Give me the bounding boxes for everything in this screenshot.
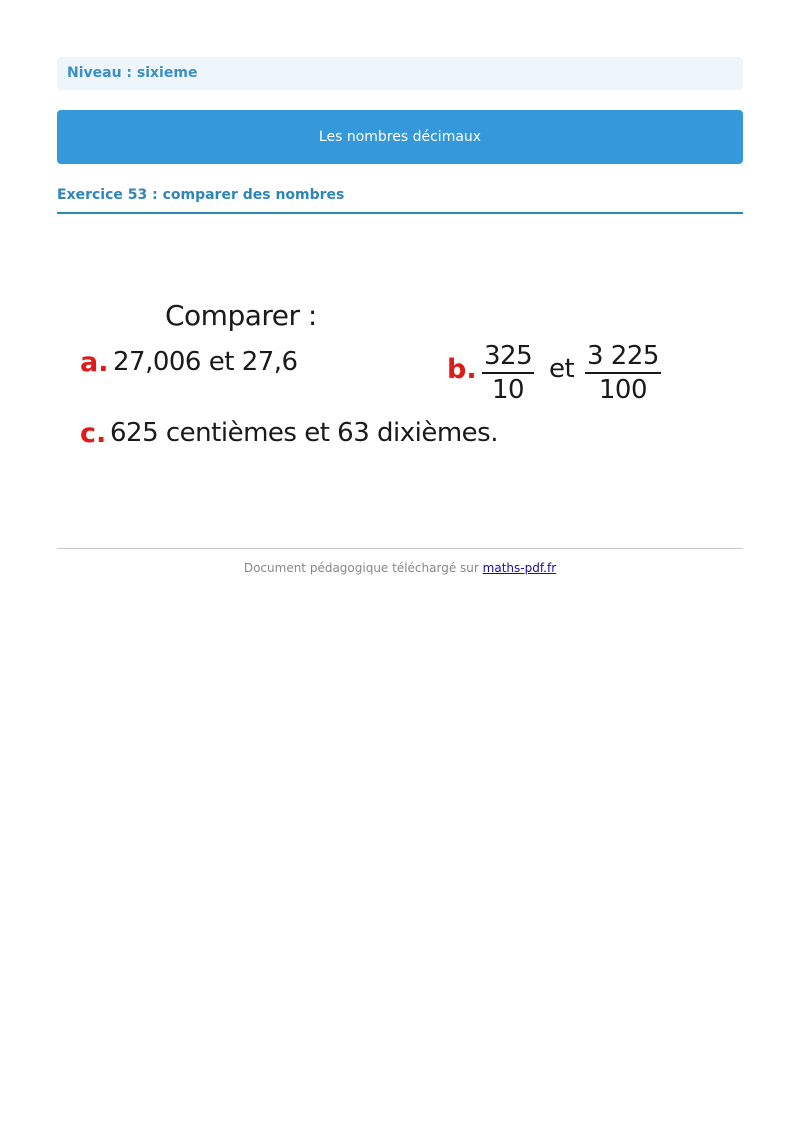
item-c-marker: c.: [80, 418, 107, 449]
item-b-fraction-2: [585, 341, 661, 405]
exercise-image: [0, 0, 800, 500]
item-a-marker: a.: [80, 347, 109, 378]
item-b-marker: b.: [447, 354, 477, 385]
exercise-title: Exercice 53 : comparer des nombres: [57, 186, 743, 214]
fraction-2-numerator: 3 225: [585, 341, 661, 374]
fraction-2-denominator: 100: [598, 375, 648, 405]
footer-divider: [57, 548, 743, 549]
item-c-text: 625 centièmes et 63 dixièmes.: [110, 418, 498, 448]
item-a-text: 27,006 et 27,6: [113, 347, 298, 377]
footer-link[interactable]: maths-pdf.fr: [482, 561, 557, 575]
fraction-1-denominator: 10: [492, 375, 525, 405]
chapter-banner: Les nombres décimaux: [57, 110, 743, 164]
footer: [0, 561, 800, 575]
item-b-connector: et: [549, 354, 575, 384]
item-b-fraction-1: [482, 341, 534, 405]
level-label: Niveau : sixieme: [57, 57, 743, 90]
fraction-1-numerator: 325: [482, 341, 534, 374]
exercise-prompt: Comparer :: [165, 299, 317, 332]
footer-text: Document pédagogique téléchargé sur: [243, 561, 479, 575]
